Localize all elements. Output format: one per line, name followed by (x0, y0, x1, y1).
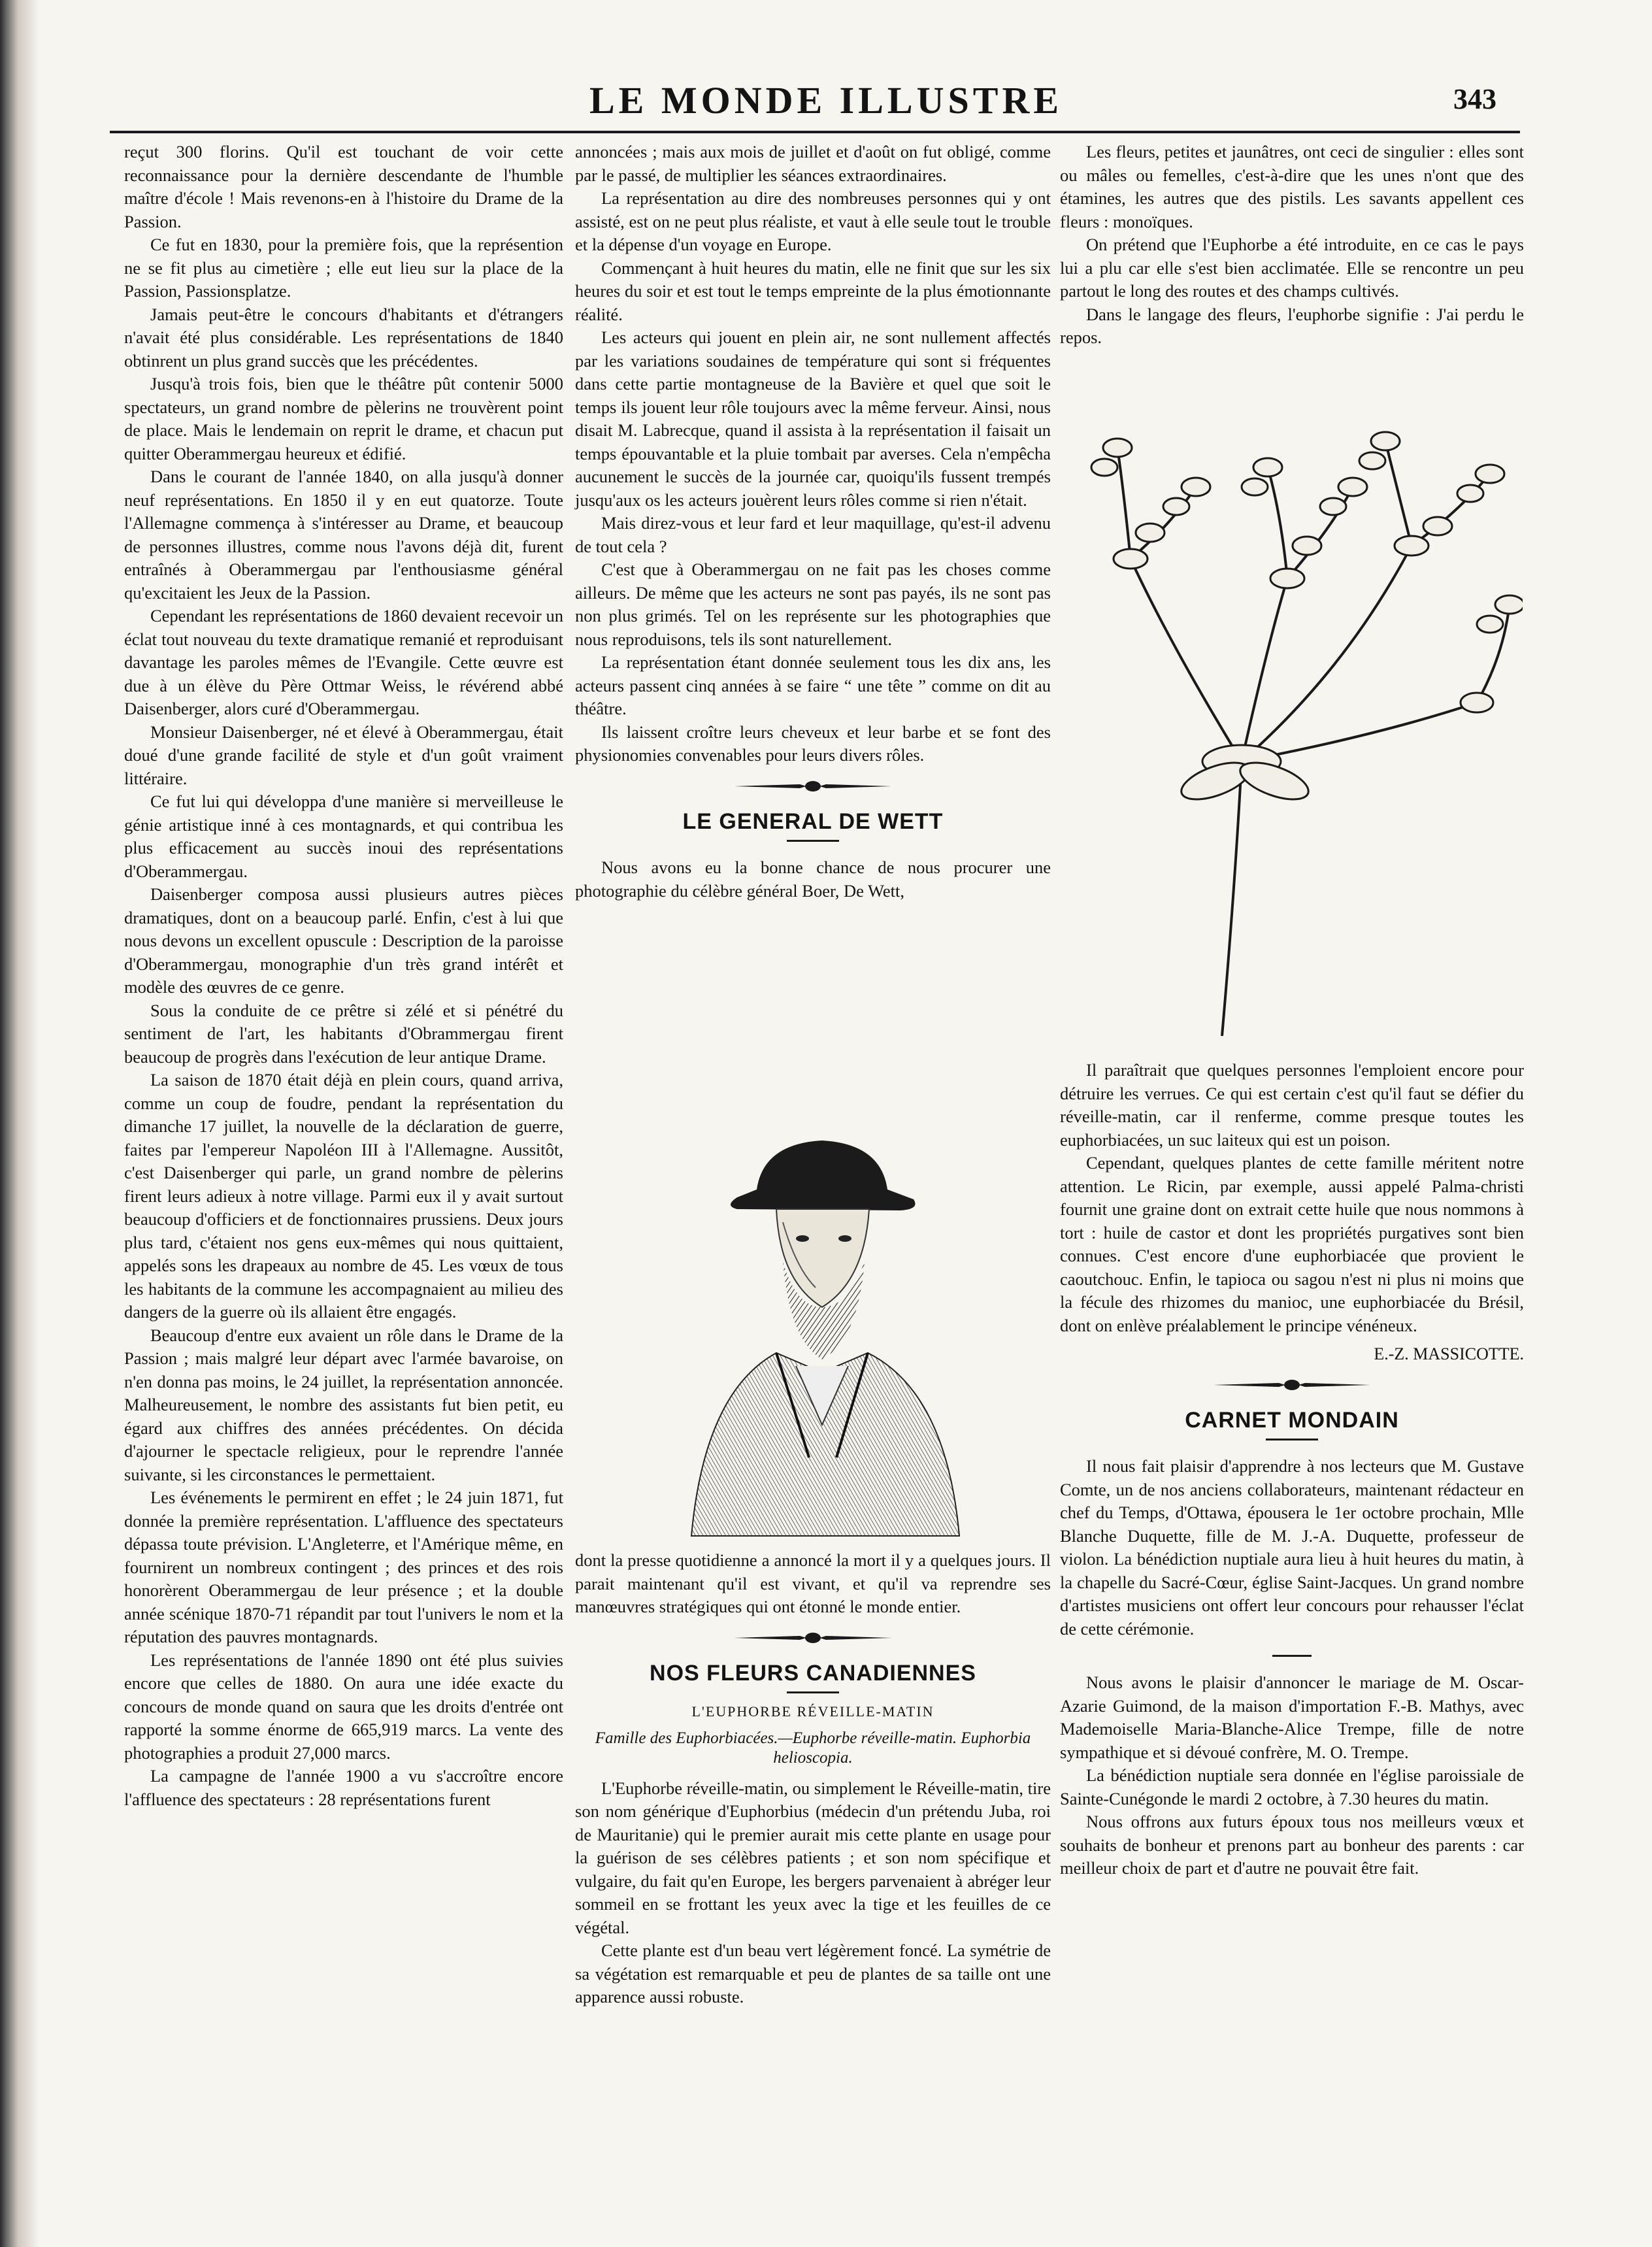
paragraph: Jusqu'à trois fois, bien que le théâtre pût contenir 5000 spectateurs, un grand nombre de pèlerins ne trouvèrent point de place. Mais le lendemain on reprit le drame, et chacun put quitter Oberammergau heureux et édifié. (124, 374, 563, 463)
masthead-title: LE MONDE ILLUSTRE (589, 79, 1063, 122)
paragraph: La représentation étant donnée seulement tous les dix ans, les acteurs passent cinq années à se faire “ une tête ” comme on dit au théâtre. (575, 652, 1051, 718)
subheading-euphorbe: L'EUPHORBE RÉVEILLE-MATIN (691, 1703, 934, 1720)
paragraph: Les fleurs, petites et jaunâtres, ont ceci de singulier : elles sont ou mâles ou femelles, c'est-à-dire que les unes n'ont que des étamines, les autres que des pistils. Les savants appellent ces fleurs : monoïques. (1060, 142, 1524, 231)
paragraph: Dans le langage des fleurs, l'euphorbe signifie : J'ai perdu le repos. (1060, 304, 1524, 347)
paragraph: Cependant les représentations de 1860 devaient recevoir un éclat tout nouveau du texte dramatique remanié et reproduisant davantage les paroles mêmes de l'Evangile. Cette œuvre est due à un élève du Père Ottmar Weiss, le révérend abbé Daisenberger, alors curé d'Oberammergau. (124, 606, 563, 718)
paragraph: Nous avons eu la bonne chance de nous procurer une photographie du célèbre général Boer, De Wett, (575, 857, 1051, 901)
paragraph: Les acteurs qui jouent en plein air, ne sont nullement affectés par les variations soudaines de température qui sont si fréquentes dans cette partie montagneuse de la Bavière et quel que soit le temps ils jouent leur rôle toujours avec la même ferveur. Ainsi, nous disait M. Labrecque, quand il assista à la représentation il faisait un temps épouvantable et la pluie tombait par averses. Cela n'empêcha aucunement le succès de la journée car, quoiqu'ils fussent trempés jusqu'aux os les acteurs jouèrent leurs rôles comme si rien n'était. (575, 327, 1051, 510)
heading-general-de-wett: LE GENERAL DE WETT (682, 808, 944, 834)
paragraph: Nous avons le plaisir d'annoncer le mariage de M. Oscar-Azarie Guimond, de la maison d'importation F.-B. Mathys, avec Mademoiselle Maria-Blanche-Alice Trempe, fille de notre sympathique et si dévoué confrère, M. O. Trempe. (1060, 1673, 1524, 1762)
page-number: 343 (1453, 83, 1496, 115)
masthead-rule (110, 131, 1520, 133)
heading-rule (1266, 1439, 1318, 1440)
paragraph: Nous offrons aux futurs époux tous nos meilleurs vœux et souhaits de bonheur et prenons part au bonheur des parents : car meilleur choix de part et d'autre ne pouvait être fait. (1060, 1812, 1524, 1878)
paragraph: On prétend que l'Euphorbe a été introduite, en ce cas le pays lui a plu car elle s'est bien acclimatée. Elle se rencontre un peu partout le long des routes et des champs cultivés. (1060, 235, 1524, 301)
paragraph: Sous la conduite de ce prêtre si zélé et si pénétré du sentiment de l'art, les habitants d'Obrammergau firent beaucoup de progrès dans l'exécution de leur antique Drame. (124, 1000, 563, 1067)
paragraph: Ce fut en 1830, pour la première fois, que la représention ne se fit plus au cimetière ; elle eut lieu sur la place de la Passion, Passionsplatze. (124, 235, 563, 301)
paragraph: Les représentations de l'année 1890 ont été plus suivies encore que celles de 1880. On aura une idée exacte du concours de monde quand on saura que les droits d'entrée ont rapporté la somme énorme de 665,919 marcs. La vente des photographies a produit 27,000 marcs. (124, 1650, 563, 1763)
column-1 (124, 141, 563, 1811)
portrait-illustration (665, 1118, 979, 1542)
heading-rule (787, 840, 839, 842)
paragraph: Jamais peut-être le concours d'habitants et d'étrangers n'avait été plus considérable. Les représentations de 1840 obtinrent un plus grand succès que les précédentes. (124, 304, 563, 371)
paragraph: La bénédiction nuptiale sera donnée en l'église paroissiale de Sainte-Cunégonde le mardi 2 octobre, à 7.30 heures du matin. (1060, 1765, 1524, 1808)
paragraph: La saison de 1870 était déjà en plein cours, quand arriva, comme un coup de foudre, pendant la représentation du dimanche 17 juillet, la nouvelle de la déclaration de guerre, faites par l'empereur Napoléon III à l'Allemagne. Aussitôt, c'est Daisenberger qui parle, un grand nombre de pèlerins firent leurs adieux à notre village. Parmi eux il y avait surtout beaucoup d'officiers et de fonctionnaires prussiens. Deux jours plus tard, c'étaient nos gens eux-mêmes qui nous quittaient, appelés sons les drapeaux au nombre de 45. Les vœux de tous les habitants de la commune les accompagnaient au milieu des dangers de la guerre où ils allaient être engagés. (124, 1070, 563, 1322)
paragraph: Dans le courant de l'année 1840, on alla jusqu'à donner neuf représentations. En 1850 il y en eut quatorze. Toute l'Allemagne commença à s'intéresser au Drame, et beaucoup de personnes illustres, comme nous l'avons déjà dit, furent entraînés à Oberammergau par l'enthousiasme général qu'excitaient les Jeux de la Passion. (124, 467, 563, 603)
author-signature: E.-Z. MASSICOTTE. (1374, 1344, 1524, 1363)
column-2 (575, 141, 1051, 903)
paragraph: dont la presse quotidienne a annoncé la mort il y a quelques jours. Il parait maintenant qu'il est vivant, et qu'il va reprendre ses manœuvres stratégiques qui ont étonné le monde entier. (575, 1550, 1051, 1616)
paragraph: C'est que à Oberammergau on ne fait pas les choses comme ailleurs. De même que les acteurs ne sont pas payés, ils ne sont pas non plus grimés. Tel on les représente sur les photographies que nous reproduisons, tels ils sont naturellement. (575, 559, 1051, 649)
family-line: Famille des Euphorbiacées.—Euphorbe réveille-matin. Euphorbia helioscopia. (595, 1729, 1031, 1767)
paragraph: La campagne de l'année 1900 a vu s'accroître encore l'affluence des spectateurs : 28 représentations furent (124, 1766, 563, 1809)
paragraph: Mais direz-vous et leur fard et leur maquillage, qu'est-il advenu de tout cela ? (575, 513, 1051, 556)
section-ornament (728, 778, 898, 795)
paragraph: Les événements le permirent en effet ; le 24 juin 1871, fut donnée la première représentation. L'affluence des spectateurs dépassa toute prévision. L'Angleterre, et l'Amérique même, en fournirent un nombreux contingent ; des princes et des rois honorèrent Oberammergau de leur présence ; et la double année scénique 1870-71 répandit par tout l'univers le nom et la réputation des pauvres montagnards. (124, 1488, 563, 1646)
section-ornament (1207, 1376, 1377, 1393)
heading-nos-fleurs-canadiennes: NOS FLEURS CANADIENNES (650, 1660, 976, 1686)
paragraph: Ils laissent croître leurs cheveux et leur barbe et se font des physionomies convenables pour leurs divers rôles. (575, 722, 1051, 765)
paragraph: La représentation au dire des nombreuses personnes qui y ont assisté, est on ne peut plus réaliste, et vaut à elle seule tout le trouble et la dépense d'un voyage en Europe. (575, 188, 1051, 254)
paragraph: Beaucoup d'entre eux avaient un rôle dans le Drame de la Passion ; mais malgré leur départ avec l'armée bavaroise, on n'en donna pas moins, le 24 juillet, la représentation annoncée. Malheureusement, le nombre des assistants fut bien petit, eu égard aux chiffres des années précédentes. On décida d'ajourner le spectacle religieux, pour le reprendre l'année suivante, si les circonstances le permettaient. (124, 1325, 563, 1484)
paragraph: annoncées ; mais aux mois de juillet et d'août on fut obligé, comme par le passé, de multiplier les séances extraordinaires. (575, 142, 1051, 185)
paragraph: Cette plante est d'un beau vert légèrement foncé. La symétrie de sa végétation est remarquable et peu de plantes de sa taille ont une apparence aussi robuste. (575, 1940, 1051, 2006)
column-3-continued (1060, 1059, 1524, 1880)
euphorbe-illustration (1072, 395, 1523, 1049)
paragraph: reçut 300 florins. Qu'il est touchant de voir cette reconnaissance pour la dernière descendante de l'humble maître d'école ! Mais revenons-en à l'histoire du Drame de la Passion. (124, 142, 563, 231)
column-2-continued (575, 1549, 1051, 2009)
column-3 (1060, 141, 1524, 350)
paragraph: Ce fut lui qui développa d'une manière si merveilleuse le génie artistique inné à ces montagnards, et qui contribua les plus efficacement au succès inoui des représentations d'Oberammergau. (124, 791, 563, 881)
binding-edge (0, 0, 39, 2247)
heading-carnet-mondain: CARNET MONDAIN (1185, 1407, 1399, 1433)
heading-rule (787, 1691, 839, 1693)
paragraph: Il paraîtrait que quelques personnes l'emploient encore pour détruire les verrues. Ce qui est certain c'est qu'il faut se défier du réveille-matin, car il renferme, comme presque toutes les euphorbiacées, un suc laiteux qui est un poison. (1060, 1060, 1524, 1150)
separator-rule (1272, 1655, 1312, 1657)
paragraph: Daisenberger composa aussi plusieurs autres pièces dramatiques, dont on a beaucoup parlé. Enfin, c'est à lui que nous devons un excellent opuscule : Description de la paroisse d'Oberammergau, monographie d'un très grand intérêt et modèle des œuvres de ce genre. (124, 884, 563, 997)
paragraph: Monsieur Daisenberger, né et élevé à Oberammergau, était doué d'une grande facilité de style et d'un goût vraiment littéraire. (124, 722, 563, 788)
paragraph: Cependant, quelques plantes de cette famille méritent notre attention. Le Ricin, par exemple, aussi appelé Palma-christi fournit une graine dont on extrait cette huile que nous nommons à tort : huile de castor et dont les propriétés purgatives sont bien connues. C'est encore d'une euphorbiacée que provient le caoutchouc. Enfin, le tapioca ou sagou n'est ni plus ni moins que la fécule des rhizomes du manioc, une euphorbiacée du Brésil, dont on enlève préalablement le principe vénéneux. (1060, 1153, 1524, 1335)
paragraph: Il nous fait plaisir d'apprendre à nos lecteurs que M. Gustave Comte, un de nos anciens collaborateurs, maintenant rédacteur en chef du Temps, d'Ottawa, épousera le 1er octobre prochain, Mlle Blanche Duquette, fille de M. J.-A. Duquette, professeur de violon. La bénédiction nuptiale aura lieu à huit heures du matin, à la chapelle du Sacré-Cœur, église Saint-Jacques. Un grand nombre d'artistes musiciens ont offert leur concours pour rehausser l'éclat de cette cérémonie. (1060, 1456, 1524, 1639)
paragraph: Commençant à huit heures du matin, elle ne finit que sur les six heures du soir et est tout le temps empreinte de la plus émotionnante réalité. (575, 258, 1051, 324)
paragraph: L'Euphorbe réveille-matin, ou simplement le Réveille-matin, tire son nom générique d'Euphorbius (médecin d'un prétendu Juba, roi de Mauritanie) qui le premier aurait mis cette plante en usage pour la guérison de ses célèbres patients ; et son nom spécifique et vulgaire, du fait qu'en Europe, les bergers parvenaient à abréger leur sommeil en se frottant les yeux avec la tige et les feuilles de ce végétal. (575, 1778, 1051, 1937)
section-ornament (728, 1629, 898, 1646)
